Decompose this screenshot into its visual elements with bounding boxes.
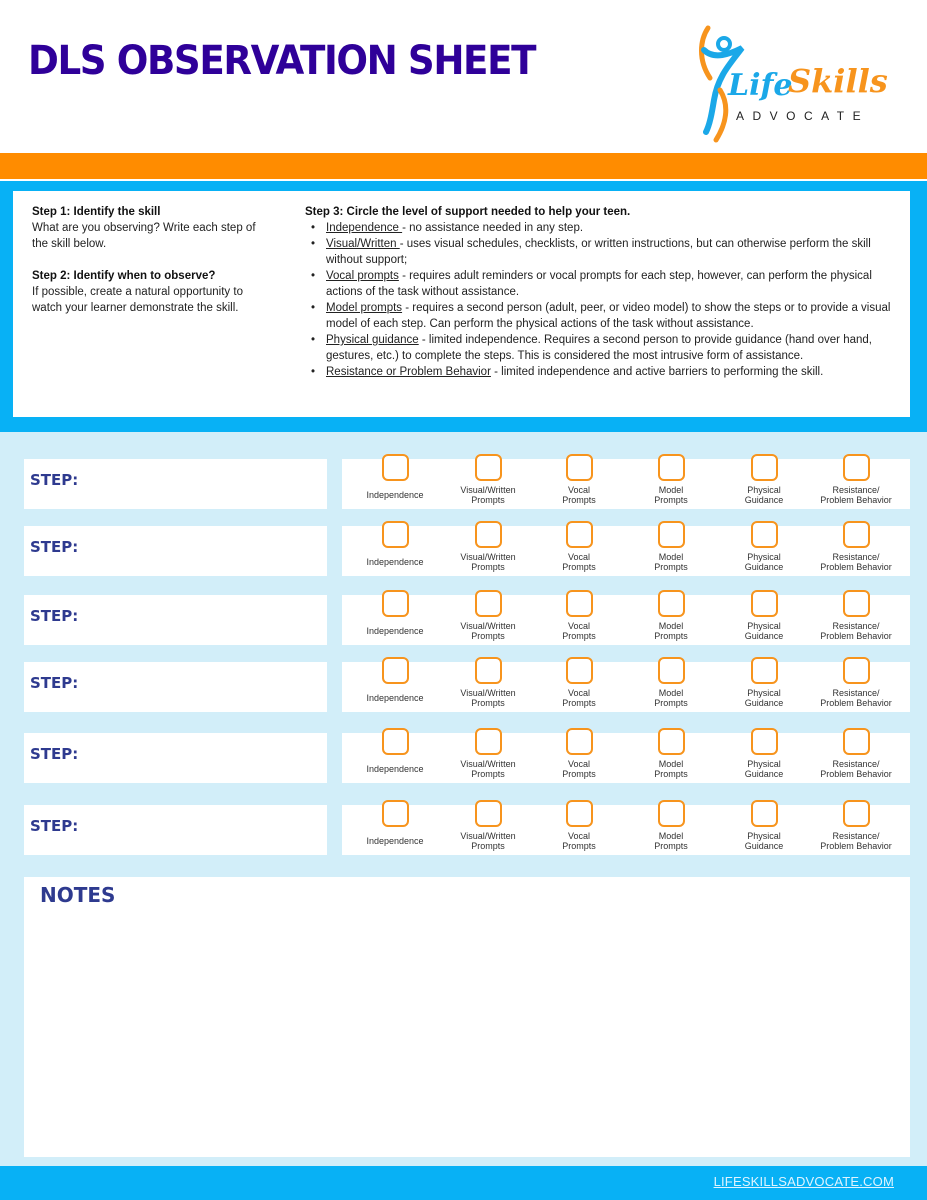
instructions-left	[32, 204, 272, 316]
support-option	[349, 590, 441, 642]
option-label: Independence	[366, 764, 424, 774]
instructions-panel	[13, 191, 910, 417]
checkbox-icon[interactable]	[658, 657, 685, 684]
support-option	[533, 454, 625, 506]
option-label: Model Prompts	[654, 485, 688, 505]
support-options	[342, 595, 910, 645]
support-option	[349, 521, 441, 573]
checkbox-icon[interactable]	[382, 590, 409, 617]
step-row	[0, 595, 927, 645]
support-option	[442, 454, 534, 506]
website-link[interactable]: LIFESKILLSADVOCATE.COM	[713, 1174, 894, 1189]
checkbox-icon[interactable]	[843, 521, 870, 548]
support-option	[625, 728, 717, 780]
support-option	[810, 454, 902, 506]
support-option	[625, 800, 717, 852]
checkbox-icon[interactable]	[658, 728, 685, 755]
notes-label: NOTES	[40, 883, 116, 907]
option-label: Resistance/ Problem Behavior	[820, 831, 892, 851]
checkbox-icon[interactable]	[843, 590, 870, 617]
checkbox-icon[interactable]	[751, 521, 778, 548]
support-option	[349, 800, 441, 852]
checkbox-icon[interactable]	[566, 728, 593, 755]
option-label: Resistance/ Problem Behavior	[820, 485, 892, 505]
option-label: Independence	[366, 557, 424, 567]
step-field[interactable]	[24, 662, 327, 712]
option-label: Physical Guidance	[744, 621, 784, 641]
support-option	[533, 521, 625, 573]
checkbox-icon[interactable]	[843, 657, 870, 684]
checkbox-icon[interactable]	[658, 521, 685, 548]
step-field[interactable]	[24, 526, 327, 576]
option-label: Vocal Prompts	[562, 688, 596, 708]
support-option	[533, 657, 625, 709]
support-level-item: • Visual/Written - uses visual schedules, checklists, or written instructions, but can otherwise perform the skill without support;	[326, 236, 895, 268]
option-label: Resistance/ Problem Behavior	[820, 688, 892, 708]
option-label: Resistance/ Problem Behavior	[820, 552, 892, 572]
option-label: Physical Guidance	[744, 552, 784, 572]
step-row	[0, 733, 927, 783]
option-label: Model Prompts	[654, 688, 688, 708]
option-label: Visual/Written Prompts	[460, 621, 516, 641]
support-option	[533, 590, 625, 642]
option-label: Independence	[366, 626, 424, 636]
option-label: Visual/Written Prompts	[460, 759, 516, 779]
support-option	[442, 657, 534, 709]
support-level-item: • Physical guidance - limited independence. Requires a second person to provide guidance (hand over hand, gestures, etc.) to complete the steps. This is considered the most intrusive form of assistance.	[326, 332, 895, 364]
step3-heading: Step 3: Circle the level of support needed to help your teen.	[305, 206, 631, 218]
checkbox-icon[interactable]	[751, 657, 778, 684]
option-label: Resistance/ Problem Behavior	[820, 621, 892, 641]
support-options	[342, 805, 910, 855]
option-label: Physical Guidance	[744, 688, 784, 708]
checkbox-icon[interactable]	[843, 800, 870, 827]
step2-heading: Step 2: Identify when to observe?	[32, 270, 216, 282]
step-row	[0, 662, 927, 712]
support-option	[442, 521, 534, 573]
step-label: STEP:	[30, 674, 79, 692]
checkbox-icon[interactable]	[751, 590, 778, 617]
support-option	[625, 590, 717, 642]
support-option	[349, 728, 441, 780]
support-option	[533, 800, 625, 852]
checkbox-icon[interactable]	[475, 728, 502, 755]
step2-text: If possible, create a natural opportunity to watch your learner demonstrate the skill.	[32, 286, 243, 314]
step-field[interactable]	[24, 595, 327, 645]
checkbox-icon[interactable]	[843, 454, 870, 481]
support-option	[442, 590, 534, 642]
support-level-item: • Vocal prompts - requires adult reminders or vocal prompts for each step, however, can perform the physical actions of the task without assistance.	[326, 268, 895, 300]
checkbox-icon[interactable]	[475, 800, 502, 827]
instructions-right	[305, 204, 895, 380]
support-options	[342, 526, 910, 576]
support-option	[442, 728, 534, 780]
support-level-item: • Model prompts - requires a second person (adult, peer, or video model) to show the steps or to provide a visual model of each step. Can perform the physical actions of the task without assistance.	[326, 300, 895, 332]
step-label: STEP:	[30, 607, 79, 625]
support-level-item: • Resistance or Problem Behavior - limited independence and active barriers to performing the skill.	[326, 364, 895, 380]
support-option	[533, 728, 625, 780]
checkbox-icon[interactable]	[843, 728, 870, 755]
option-label: Model Prompts	[654, 621, 688, 641]
option-label: Resistance/ Problem Behavior	[820, 759, 892, 779]
support-option	[349, 454, 441, 506]
option-label: Physical Guidance	[744, 485, 784, 505]
option-label: Independence	[366, 490, 424, 500]
option-label: Model Prompts	[654, 759, 688, 779]
support-options	[342, 662, 910, 712]
checkbox-icon[interactable]	[658, 454, 685, 481]
step-label: STEP:	[30, 745, 79, 763]
option-label: Independence	[366, 836, 424, 846]
checkbox-icon[interactable]	[475, 521, 502, 548]
checkbox-icon[interactable]	[475, 590, 502, 617]
footer	[0, 1166, 927, 1200]
step-field[interactable]	[24, 733, 327, 783]
checkbox-icon[interactable]	[382, 657, 409, 684]
support-option	[810, 590, 902, 642]
support-option	[718, 521, 810, 573]
logo-word-skills: Skills	[788, 62, 888, 100]
option-label: Physical Guidance	[744, 759, 784, 779]
checkbox-icon[interactable]	[566, 454, 593, 481]
checkbox-icon[interactable]	[382, 728, 409, 755]
option-label: Vocal Prompts	[562, 552, 596, 572]
option-label: Visual/Written Prompts	[460, 688, 516, 708]
step-label: STEP:	[30, 817, 79, 835]
checkbox-icon[interactable]	[475, 454, 502, 481]
option-label: Physical Guidance	[744, 831, 784, 851]
support-levels-list	[305, 220, 895, 380]
checkbox-icon[interactable]	[751, 728, 778, 755]
checkbox-icon[interactable]	[382, 454, 409, 481]
option-label: Vocal Prompts	[562, 831, 596, 851]
logo-tagline: ADVOCATE	[736, 109, 870, 123]
support-options	[342, 459, 910, 509]
option-label: Visual/Written Prompts	[460, 831, 516, 851]
support-option	[718, 657, 810, 709]
support-option	[810, 521, 902, 573]
step-field[interactable]	[24, 459, 327, 509]
step-label: STEP:	[30, 538, 79, 556]
checkbox-icon[interactable]	[751, 454, 778, 481]
support-option	[349, 657, 441, 709]
orange-divider	[0, 153, 927, 179]
page-title: DLS OBSERVATION SHEET	[28, 38, 536, 84]
support-option	[718, 800, 810, 852]
option-label: Visual/Written Prompts	[460, 552, 516, 572]
checkbox-icon[interactable]	[566, 657, 593, 684]
checkbox-icon[interactable]	[658, 800, 685, 827]
option-label: Model Prompts	[654, 552, 688, 572]
checkbox-icon[interactable]	[566, 590, 593, 617]
support-option	[810, 800, 902, 852]
logo-word-life: Life	[728, 68, 793, 103]
option-label: Visual/Written Prompts	[460, 485, 516, 505]
step1-heading: Step 1: Identify the skill	[32, 206, 161, 218]
step-label: STEP:	[30, 471, 79, 489]
checkbox-icon[interactable]	[566, 521, 593, 548]
support-option	[625, 657, 717, 709]
checkbox-icon[interactable]	[475, 657, 502, 684]
support-option	[442, 800, 534, 852]
support-option	[718, 590, 810, 642]
checkbox-icon[interactable]	[658, 590, 685, 617]
option-label: Independence	[366, 693, 424, 703]
support-options	[342, 733, 910, 783]
support-option	[718, 728, 810, 780]
step-row	[0, 459, 927, 509]
logo	[690, 20, 890, 150]
support-option	[810, 728, 902, 780]
step-row	[0, 805, 927, 855]
support-option	[625, 521, 717, 573]
option-label: Vocal Prompts	[562, 759, 596, 779]
step1-text: What are you observing? Write each step of the skill below.	[32, 222, 256, 250]
support-level-item: • Independence - no assistance needed in any step.	[326, 220, 895, 236]
checkbox-icon[interactable]	[382, 521, 409, 548]
support-option	[625, 454, 717, 506]
option-label: Model Prompts	[654, 831, 688, 851]
support-option	[810, 657, 902, 709]
step-field[interactable]	[24, 805, 327, 855]
option-label: Vocal Prompts	[562, 485, 596, 505]
checkbox-icon[interactable]	[382, 800, 409, 827]
checkbox-icon[interactable]	[751, 800, 778, 827]
support-option	[718, 454, 810, 506]
option-label: Vocal Prompts	[562, 621, 596, 641]
checkbox-icon[interactable]	[566, 800, 593, 827]
notes-field[interactable]	[24, 877, 910, 1157]
step-row	[0, 526, 927, 576]
